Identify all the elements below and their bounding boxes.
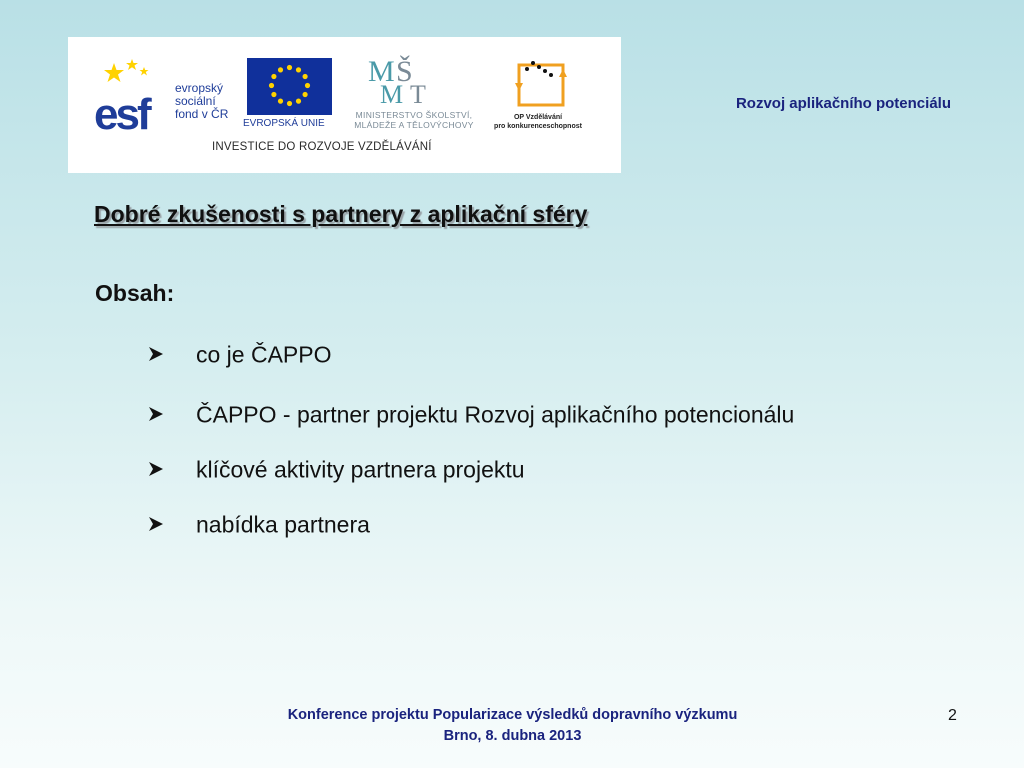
msmt-logo-icon	[366, 55, 456, 105]
svg-text:M: M	[368, 55, 395, 88]
arrowhead-bullet-icon	[148, 456, 196, 483]
bullet-text: nabídka partnera	[196, 511, 370, 538]
arrowhead-bullet-icon	[148, 511, 196, 538]
esf-line: evropský	[175, 81, 224, 95]
op-caption	[488, 113, 588, 131]
arrowhead-bullet-icon	[148, 401, 196, 428]
op-line: pro konkurenceschopnost	[494, 123, 582, 130]
eu-flag-icon	[247, 58, 332, 115]
bullet-item	[148, 455, 525, 483]
footer	[200, 705, 825, 747]
bullet-text: co je ČAPPO	[196, 341, 332, 368]
project-title: Rozvoj aplikačního potenciálu	[735, 95, 951, 112]
bullet-item	[148, 340, 332, 368]
banner-caption: INVESTICE DO ROZVOJE VZDĚLÁVÁNÍ	[212, 141, 432, 153]
contents-heading: Obsah:	[95, 280, 175, 306]
op-line: OP Vzdělávání	[513, 114, 563, 121]
msmt-line: MINISTERSTVO ŠKOLSTVÍ,	[355, 110, 473, 120]
esf-logo-icon	[94, 59, 174, 131]
footer-date: Brno, 8. dubna 2013	[443, 728, 582, 744]
esf-caption	[175, 82, 228, 121]
svg-text:T: T	[410, 80, 426, 105]
slide-title: Dobré zkušenosti s partnery z aplikační sféry	[94, 201, 588, 227]
svg-text:esf: esf	[94, 90, 149, 131]
svg-text:Š: Š	[396, 55, 413, 88]
msmt-line: MLÁDEŽE A TĚLOVÝCHOVY	[354, 120, 474, 130]
eu-stars-icon	[247, 58, 332, 115]
page-number: 2	[948, 707, 957, 724]
arrowhead-bullet-icon	[148, 341, 196, 368]
svg-text:M: M	[380, 80, 404, 105]
bullet-item	[148, 400, 794, 428]
funding-logo-banner	[68, 37, 621, 173]
eu-caption: EVROPSKÁ UNIE	[243, 118, 325, 129]
bullet-item	[148, 510, 370, 538]
esf-line: sociální	[175, 94, 216, 108]
msmt-caption	[340, 110, 488, 130]
bullet-text: klíčové aktivity partnera projektu	[196, 456, 525, 483]
bullet-text: ČAPPO - partner projektu Rozvoj aplikačního potencionálu	[196, 401, 795, 428]
esf-line: fond v ČR	[175, 107, 229, 121]
footer-conference: Konference projektu Popularizace výsledků dopravního výzkumu	[287, 707, 738, 723]
op-vk-logo-icon	[513, 59, 573, 111]
